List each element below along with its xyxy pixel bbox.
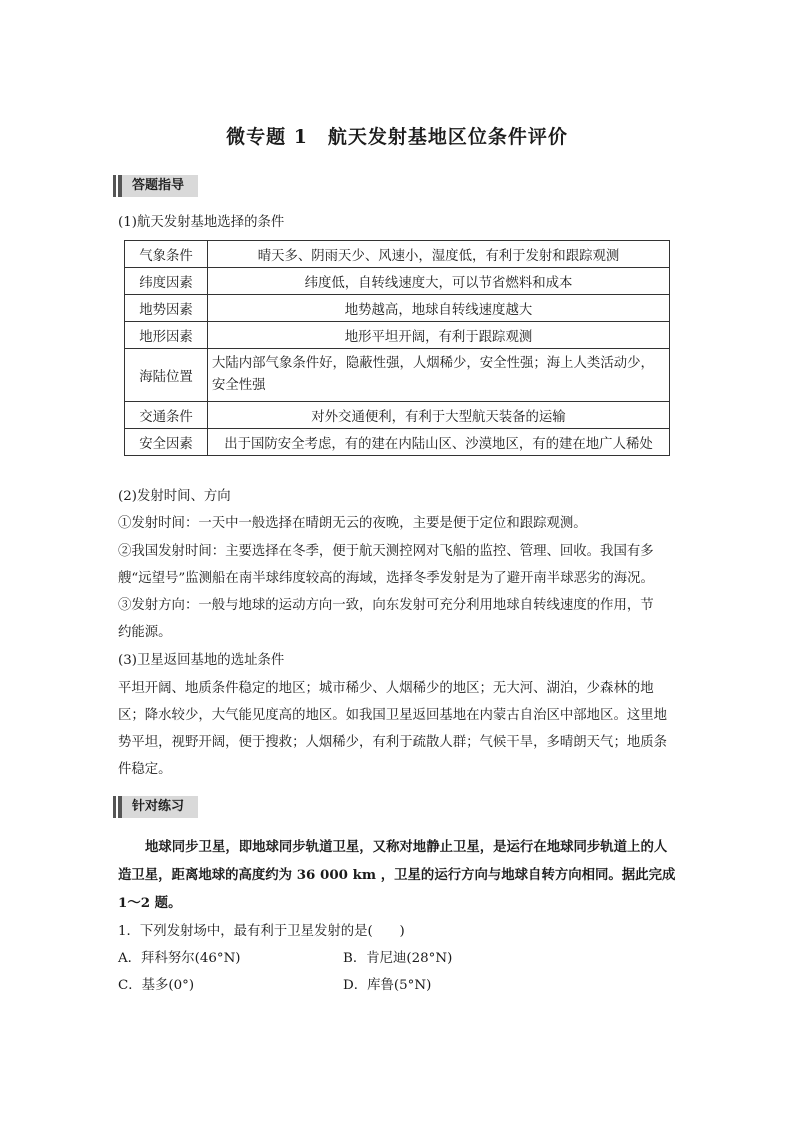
option-d: D．库鲁(5°N) <box>343 978 432 993</box>
section-tag-guide: 答题指导 <box>118 175 198 197</box>
table-row <box>125 268 670 295</box>
question-1: 1．下列发射场中，最有利于卫星发射的是( ) <box>118 924 405 939</box>
row-value: 地形平坦开阔，有利于跟踪观测 <box>208 322 670 349</box>
table-row <box>125 402 670 429</box>
section-tag-practice: 针对练习 <box>118 796 198 818</box>
part2-item-3-line2: 约能源。 <box>118 625 172 640</box>
part2-item-1: ①发射时间：一天中一般选择在晴朗无云的夜晚，主要是便于定位和跟踪观测。 <box>118 516 587 531</box>
row-value: 对外交通便利，有利于大型航天装备的运输 <box>208 402 670 429</box>
conditions-table <box>124 240 670 456</box>
row-value: 纬度低，自转线速度大，可以节省燃料和成本 <box>208 268 670 295</box>
table-row <box>125 295 670 322</box>
table-row <box>125 349 670 402</box>
row-key: 地形因素 <box>125 322 208 349</box>
option-b: B．肯尼迪(28°N) <box>343 951 453 966</box>
table-row <box>125 322 670 349</box>
part2-item-3-line1: ③发射方向：一般与地球的运动方向一致，向东发射可充分利用地球自转线速度的作用，节 <box>118 598 654 613</box>
page-title: 微专题 1 航天发射基地区位条件评价 <box>226 126 568 148</box>
row-value: 地势越高，地球自转线速度越大 <box>208 295 670 322</box>
row-key: 海陆位置 <box>125 349 208 402</box>
row-key: 纬度因素 <box>125 268 208 295</box>
table-row <box>125 429 670 456</box>
row-key: 交通条件 <box>125 402 208 429</box>
row-key: 气象条件 <box>125 241 208 268</box>
option-c: C．基多(0°) <box>118 978 195 993</box>
part3-heading: (3)卫星返回基地的选址条件 <box>118 653 285 668</box>
row-value: 大陆内部气象条件好，隐蔽性强，人烟稀少，安全性强；海上人类活动少，安全性强 <box>208 349 670 402</box>
exercise-intro: 地球同步卫星，即地球同步轨道卫星，又称对地静止卫星，是运行在地球同步轨道上的人造卫星，距离地球的高度约为 36 000 km ，卫星的运行方向与地球自转方向相同。据此完成 1～2 题。 <box>118 839 676 911</box>
part2-heading: (2)发射时间、方向 <box>118 489 231 504</box>
option-a: A．拜科努尔(46°N) <box>118 951 241 966</box>
part1-heading: (1)航天发射基地选择的条件 <box>118 215 285 230</box>
table-row <box>125 241 670 268</box>
part2-item-2-line2: 艘“远望号”监测船在南半球纬度较高的海域，选择冬季发射是为了避开南半球恶劣的海况。 <box>118 571 654 586</box>
part2-item-2-line1: ②我国发射时间：主要选择在冬季，便于航天测控网对飞船的监控、管理、回收。我国有多 <box>118 544 654 559</box>
row-value: 出于国防安全考虑，有的建在内陆山区、沙漠地区，有的建在地广人稀处 <box>208 429 670 456</box>
row-key: 地势因素 <box>125 295 208 322</box>
part3-text: 平坦开阔、地质条件稳定的地区；城市稀少、人烟稀少的地区；无大河、湖泊，少森林的地区；降水较少，大气能见度高的地区。如我国卫星返回基地在内蒙古自治区中部地区。这里地势平坦，视野开阔，便于搜救；人烟稀少，有利于疏散人群；气候干旱，多晴朗天气；地质条件稳定。 <box>118 681 668 777</box>
row-key: 安全因素 <box>125 429 208 456</box>
row-value: 晴天多、阴雨天少、风速小，湿度低，有利于发射和跟踪观测 <box>208 241 670 268</box>
